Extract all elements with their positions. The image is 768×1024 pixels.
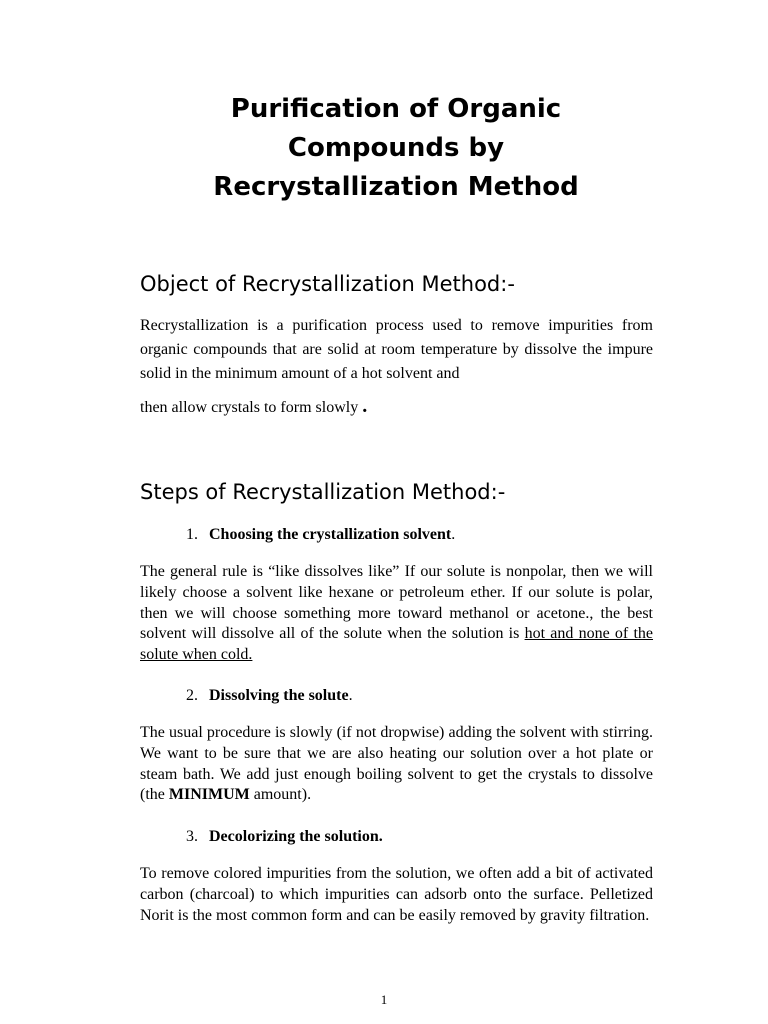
step-1-heading bbox=[186, 525, 455, 545]
document-title bbox=[140, 90, 652, 207]
title-line-1: Purification of Organic bbox=[230, 94, 562, 124]
page-number: 1 bbox=[380, 992, 388, 1007]
title-line-2: Compounds by bbox=[287, 133, 505, 163]
step-2-heading bbox=[186, 686, 353, 706]
step-3-body: To remove colored impurities from the solution, we often add a bit of activated carbon (charcoal) to which impurities can adsorb onto the surface. Pelletized Norit is the most common form and can be easily removed by gravity filtration. bbox=[140, 865, 653, 924]
step-2-body-before: The usual procedure is slowly (if not dropwise) adding the solvent with stirring. We want to be sure that we are also heating our solution over a hot plate or steam bath. We add just enough boiling solvent to get the crystals to dissolve (the bbox=[140, 724, 653, 804]
step-3-label: Decolorizing the solution. bbox=[209, 828, 383, 845]
step-2-suffix: . bbox=[348, 687, 353, 704]
object-heading: Object of Recrystallization Method:- bbox=[140, 272, 515, 296]
step-1-suffix: . bbox=[451, 526, 456, 543]
step-3-paragraph bbox=[140, 864, 653, 926]
steps-heading: Steps of Recrystallization Method:- bbox=[140, 480, 506, 504]
step-1-label: Choosing the crystallization solvent bbox=[209, 526, 452, 543]
step-2-body-after: amount). bbox=[249, 786, 312, 804]
object-paragraph bbox=[140, 314, 653, 420]
step-2-paragraph bbox=[140, 723, 653, 806]
step-1-number: 1. bbox=[186, 526, 198, 543]
step-1-body: The general rule is “like dissolves like” If our solute is nonpolar, then we will likely choose a solvent like hexane or petroleum ether. If our solute is polar, then we will choose something more toward methanol or acetone., the best solvent will dissolve all of the solute when the solution is bbox=[140, 563, 653, 643]
step-1-paragraph bbox=[140, 562, 653, 666]
step-2-label: Dissolving the solute bbox=[209, 687, 349, 704]
title-line-3: Recrystallization Method bbox=[213, 172, 579, 202]
object-paragraph-main: Recrystallization is a purification process used to remove impurities from organic compounds that are solid at room temperature by dissolve the impure solid in the minimum amount of a hot solvent and bbox=[140, 317, 653, 382]
step-3-number: 3. bbox=[186, 828, 198, 845]
object-paragraph-dot: . bbox=[362, 395, 368, 417]
step-1-body-underlined: hot and none of the solute when cold. bbox=[140, 625, 654, 664]
step-2-number: 2. bbox=[186, 687, 198, 704]
object-paragraph-last-text: then allow crystals to form slowly bbox=[140, 399, 359, 416]
step-3-heading bbox=[186, 827, 383, 847]
object-paragraph-last-line bbox=[140, 394, 653, 420]
step-2-body-bold: MINIMUM bbox=[168, 786, 250, 804]
